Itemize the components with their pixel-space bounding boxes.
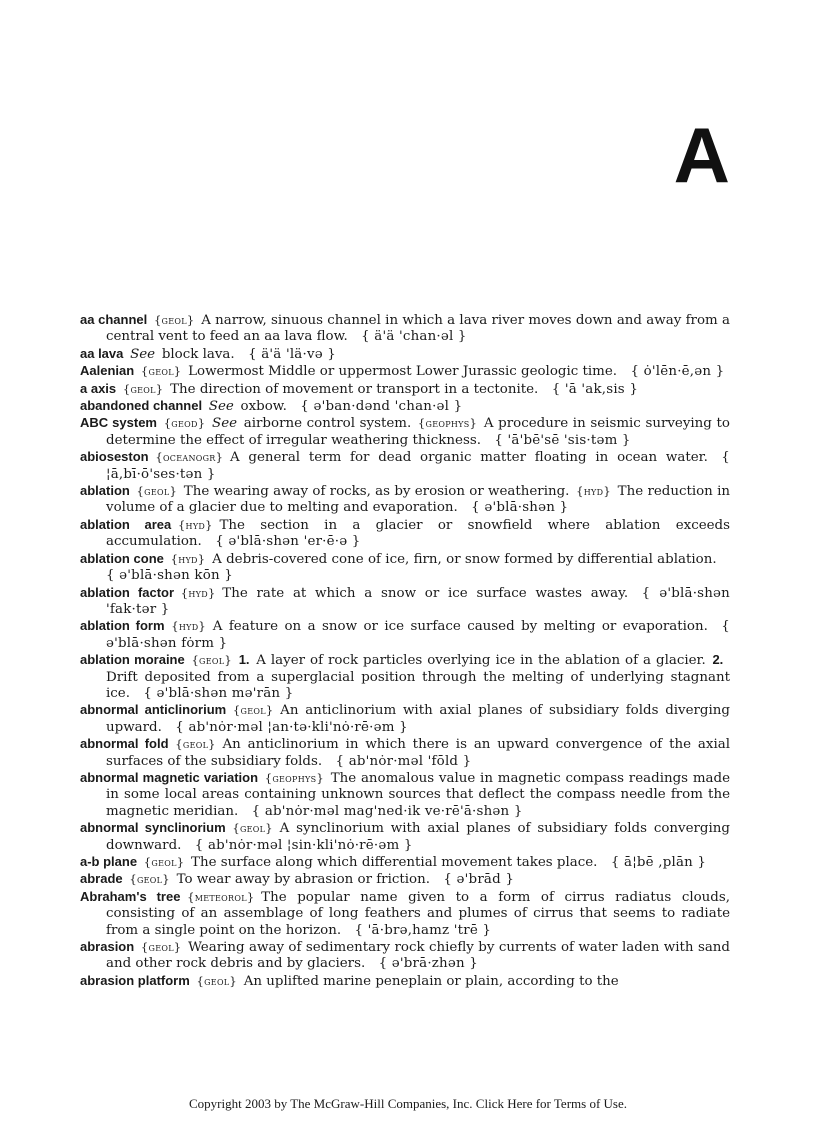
- entry-headword: ablation cone: [80, 550, 164, 566]
- entry-headword: Aalenian: [80, 363, 135, 379]
- definition-text: oxbow.: [240, 399, 287, 415]
- definition-text: block lava.: [161, 346, 235, 362]
- entry-headword: abrasion: [80, 939, 135, 955]
- dictionary-entry: [80, 312, 730, 346]
- field-label: {geol}: [232, 703, 274, 718]
- entry-headword: abioseston: [80, 449, 149, 465]
- field-label: {geol}: [122, 381, 164, 396]
- pronunciation: { ə'brā·zhən }: [378, 956, 478, 972]
- field-label: {geol}: [140, 364, 182, 379]
- field-label: {hyd}: [170, 551, 206, 566]
- terms-of-use-link[interactable]: Click Here for Terms of Use.: [475, 1096, 627, 1111]
- pronunciation: { ə'blā·shən }: [471, 500, 569, 516]
- field-label: {hyd}: [576, 484, 611, 499]
- field-label: {geol}: [175, 737, 216, 752]
- entry-headword: abnormal synclinorium: [80, 820, 226, 836]
- pronunciation: { ə'blā·shən fȯrm }: [106, 619, 730, 651]
- pronunciation: { ¦ā,bī·ō'ses·tən }: [106, 450, 730, 482]
- pronunciation: { ə'blā·shən 'fak·tər }: [106, 585, 730, 617]
- definition-text: A feature on a snow or ice surface caused by melting or evaporation.: [212, 619, 708, 635]
- pronunciation: { 'ā'bē'sē 'sis·təm }: [494, 432, 631, 448]
- dictionary-entry: [80, 517, 730, 551]
- field-label: {oceanogr}: [155, 450, 224, 465]
- see-reference: See: [212, 416, 238, 432]
- entry-headword: abnormal anticlinorium: [80, 702, 227, 718]
- pronunciation: { ȯ'lēn·ē,ən }: [630, 364, 725, 380]
- definition-text: The rate at which a snow or ice surface wastes away.: [222, 585, 629, 601]
- sense-number: 1.: [238, 652, 250, 668]
- definition-text: The surface along which differential movement takes place.: [191, 855, 598, 870]
- definition-text: Wearing away of sedimentary rock chiefly by currents of water laden with sand and other rock debris and by glaciers.: [106, 940, 730, 972]
- definition-text: An uplifted marine peneplain or plain, according to the: [243, 973, 619, 989]
- entry-headword: abnormal magnetic variation: [80, 769, 259, 785]
- dictionary-entry: [80, 483, 730, 517]
- definition-text: To wear away by abrasion or friction.: [176, 872, 430, 888]
- field-label: {geol}: [140, 940, 182, 955]
- entry-headword: ABC system: [80, 415, 157, 431]
- field-label: {geol}: [153, 313, 195, 327]
- entry-headword: abnormal fold: [80, 736, 169, 752]
- dictionary-entry: [80, 939, 730, 973]
- field-label: {geol}: [143, 855, 185, 869]
- field-label: {hyd}: [171, 619, 207, 634]
- definition-text: A synclinorium with axial planes of subsidiary folds converging downward.: [106, 821, 730, 853]
- definition-text: A narrow, sinuous channel in which a lava river moves down and away from a central vent to feed an aa lava flow.: [106, 313, 730, 345]
- entry-headword: aa lava: [80, 345, 124, 361]
- entry-headword: ablation form: [80, 618, 165, 634]
- definition-text: A general term for dead organic matter floating in ocean water.: [229, 450, 708, 466]
- dictionary-entry: [80, 854, 730, 871]
- entry-headword: ablation area: [80, 516, 172, 532]
- pronunciation: { ə'blā·shən kōn }: [106, 568, 233, 584]
- dictionary-entry: [80, 363, 730, 380]
- entry-headword: Abraham's tree: [80, 888, 181, 904]
- pronunciation: { 'ā·brə,hamz 'trē }: [354, 922, 492, 938]
- dictionary-entry: [80, 736, 730, 770]
- pronunciation: { ə'blā·shən 'er·ē·ə }: [215, 534, 361, 550]
- pronunciation: { 'ā 'ak,sis }: [551, 381, 639, 397]
- entry-headword: ablation moraine: [80, 652, 185, 668]
- dictionary-entry: [80, 449, 730, 483]
- entry-headword: ablation factor: [80, 584, 175, 600]
- pronunciation: { ä'ä 'lä·və }: [248, 346, 337, 362]
- dictionary-entry: [80, 381, 730, 398]
- definition-text: The section in a glacier or snowfield where ablation exceeds accumulation.: [106, 517, 730, 550]
- definition-text: A layer of rock particles overlying ice in the ablation of a glacier.: [256, 653, 706, 669]
- copyright-text: Copyright 2003 by The McGraw-Hill Companies, Inc.: [188, 1096, 473, 1111]
- dictionary-entry: [80, 551, 730, 585]
- field-label: {hyd}: [177, 517, 213, 532]
- definition-text: An anticlinorium with axial planes of subsidiary folds diverging upward.: [106, 703, 730, 735]
- definition-text: A procedure in seismic surveying to determine the effect of irregular weathering thickness.: [106, 416, 730, 448]
- pronunciation: { ab'nȯr·məl ¦an·tə·kli'nȯ·rē·əm }: [175, 719, 408, 735]
- entry-headword: abandoned channel: [80, 398, 203, 414]
- field-label: {geol}: [136, 484, 178, 499]
- definition-text: The popular name given to a form of cirrus radiatus clouds, consisting of an assemblage of long feathers and plumes of cirrus that seems to radiate from a single point on the horizon.: [106, 889, 730, 938]
- footer: [0, 1096, 816, 1112]
- field-label: {geophys}: [264, 770, 324, 785]
- definition-text: airborne control system.: [243, 416, 412, 432]
- dictionary-entry: [80, 702, 730, 736]
- dictionary-entry: [80, 585, 730, 619]
- dictionary-entry: [80, 618, 730, 652]
- pronunciation: { ab'nȯr·məl 'fōld }: [335, 753, 472, 769]
- pronunciation: { ab'nȯr·məl ¦sin·kli'nȯ·rē·əm }: [194, 837, 413, 853]
- field-label: {meteorol}: [187, 889, 255, 904]
- dictionary-entries: [80, 312, 730, 990]
- field-label: {hyd}: [180, 585, 216, 600]
- entry-headword: a-b plane: [80, 854, 138, 869]
- pronunciation: { ə'brād }: [443, 872, 515, 888]
- definition-text: The reduction in volume of a glacier due to melting and evaporation.: [106, 484, 731, 516]
- see-reference: See: [208, 399, 234, 415]
- dictionary-entry: [80, 398, 730, 415]
- field-label: {geol}: [232, 821, 273, 836]
- entry-headword: a axis: [80, 380, 117, 396]
- sense-number: 2.: [712, 652, 724, 668]
- entry-headword: ablation: [80, 483, 130, 499]
- definition-text: Drift deposited from a superglacial position through the melting of underlying stagnant ice.: [106, 669, 730, 701]
- entry-headword: abrasion platform: [80, 972, 190, 988]
- see-reference: See: [130, 346, 156, 362]
- dictionary-entry: [80, 871, 730, 888]
- dictionary-entry: [80, 346, 730, 363]
- definition-text: The wearing away of rocks, as by erosion or weathering.: [183, 484, 570, 500]
- field-label: {geol}: [196, 973, 238, 988]
- dictionary-entry: [80, 770, 730, 820]
- dictionary-entry: [80, 652, 730, 702]
- entry-headword: abrade: [80, 871, 123, 887]
- dictionary-entry: [80, 415, 730, 449]
- field-label: {geod}: [163, 416, 206, 431]
- dictionary-entry: [80, 889, 730, 939]
- pronunciation: { ä'ä 'chan·əl }: [361, 329, 467, 345]
- dictionary-entry: [80, 973, 730, 990]
- definition-text: An anticlinorium in which there is an upward convergence of the axial surfaces of the subsidiary folds.: [106, 737, 731, 769]
- field-label: {geophys}: [417, 416, 478, 431]
- entry-headword: aa channel: [80, 312, 148, 327]
- definition-text: Lowermost Middle or uppermost Lower Jurassic geologic time.: [188, 364, 618, 380]
- definition-text: The direction of movement or transport in a tectonite.: [170, 381, 539, 397]
- pronunciation: { ə'blā·shən mə'rān }: [143, 685, 294, 701]
- dictionary-entry: [80, 820, 730, 854]
- pronunciation: { ə'ban·dənd 'chan·əl }: [300, 399, 463, 415]
- field-label: {geol}: [191, 653, 232, 668]
- section-letter: A: [673, 111, 730, 199]
- pronunciation: { ab'nȯr·məl mag'ned·ik ve·rē'ā·shən }: [251, 803, 523, 819]
- field-label: {geol}: [129, 872, 170, 887]
- definition-text: The anomalous value in magnetic compass readings made in some local areas containing unknown sources that deflect the compass needle from the magnetic meridian.: [106, 770, 730, 819]
- definition-text: A debris-covered cone of ice, firn, or snow formed by differential ablation.: [212, 551, 717, 567]
- pronunciation: { ā¦bē ,plān }: [610, 855, 707, 870]
